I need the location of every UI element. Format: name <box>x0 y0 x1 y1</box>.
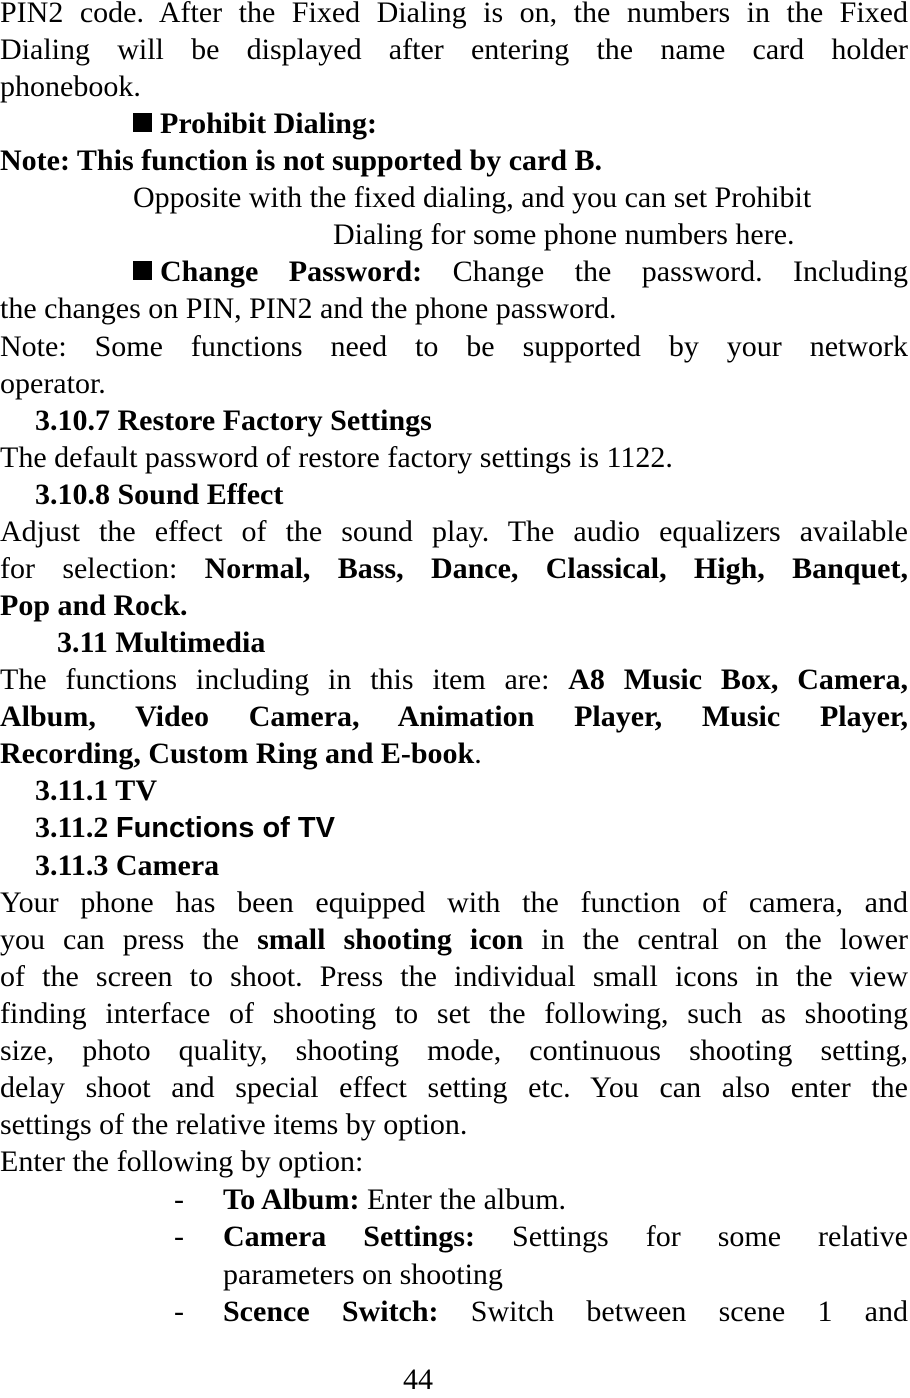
restore-factory-text: The default password of restore factory settings is 1122. <box>0 441 673 474</box>
list-dash: - <box>174 1220 184 1253</box>
sound-effect-line-2: for selection: Normal, Bass, Dance, Classical, High, Banquet, <box>0 552 908 585</box>
option-scence-switch-text: Scence Switch: Switch between scene 1 and <box>223 1295 909 1328</box>
list-dash: - <box>174 1183 184 1216</box>
fixed-dialing-line-3: phonebook. <box>0 70 141 103</box>
camera-line-6: delay shoot and special effect setting etc. You can also enter the <box>0 1071 908 1104</box>
change-password-line-1: Change Password: Change the password. Including <box>133 253 908 290</box>
tv-heading: 3.11.1 TV <box>35 774 157 807</box>
camera-line-2: you can press the small shooting icon in the central on the lower <box>0 923 908 956</box>
restore-factory-heading: 3.10.7 Restore Factory Settings <box>35 404 432 437</box>
multimedia-line-3: Recording, Custom Ring and E-book. <box>0 737 482 770</box>
multimedia-heading: 3.11 Multimedia <box>57 626 266 659</box>
change-password-line-2: the changes on PIN, PIN2 and the phone password. <box>0 292 617 325</box>
sound-effect-heading: 3.10.8 Sound Effect <box>35 478 284 511</box>
prohibit-dialing-line-2: Dialing for some phone numbers here. <box>333 218 795 251</box>
prohibit-dialing-line-1: Opposite with the fixed dialing, and you can set Prohibit <box>133 181 812 214</box>
camera-line-5: size, photo quality, shooting mode, continuous shooting setting, <box>0 1034 908 1067</box>
list-dash: - <box>174 1295 184 1328</box>
camera-line-8: Enter the following by option: <box>0 1145 364 1178</box>
square-bullet-icon <box>133 261 152 280</box>
prohibit-dialing-heading: Prohibit Dialing: <box>133 105 377 142</box>
sound-effect-line-3: Pop and Rock. <box>0 589 188 622</box>
camera-line-7: settings of the relative items by option. <box>0 1108 468 1141</box>
functions-of-tv-heading: 3.11.2 Functions of TV <box>35 811 335 844</box>
camera-heading: 3.11.3 Camera <box>35 849 220 882</box>
square-bullet-icon <box>133 113 152 132</box>
fixed-dialing-line-1: PIN2 code. After the Fixed Dialing is on, the numbers in the Fixed <box>0 0 908 29</box>
option-to-album-text: To Album: Enter the album. <box>223 1183 567 1216</box>
camera-line-3: of the screen to shoot. Press the individual small icons in the view <box>0 960 908 993</box>
network-note-line-2: operator. <box>0 367 106 400</box>
option-camera-settings-line-2: parameters on shooting <box>223 1258 503 1291</box>
sound-effect-line-1: Adjust the effect of the sound play. The audio equalizers available <box>0 515 908 548</box>
page-number: 44 <box>403 1363 433 1396</box>
option-camera-settings-text: Camera Settings: Settings for some relative <box>223 1220 908 1253</box>
network-note-line-1: Note: Some functions need to be supported by your network <box>0 330 908 363</box>
fixed-dialing-line-2: Dialing will be displayed after entering the name card holder <box>0 33 908 66</box>
card-b-note: Note: This function is not supported by card B. <box>0 144 603 177</box>
multimedia-line-2: Album, Video Camera, Animation Player, Music Player, <box>0 700 908 733</box>
multimedia-line-1: The functions including in this item are: A8 Music Box, Camera, <box>0 663 908 696</box>
camera-line-4: finding interface of shooting to set the following, such as shooting <box>0 997 908 1030</box>
camera-line-1: Your phone has been equipped with the function of camera, and <box>0 886 908 919</box>
